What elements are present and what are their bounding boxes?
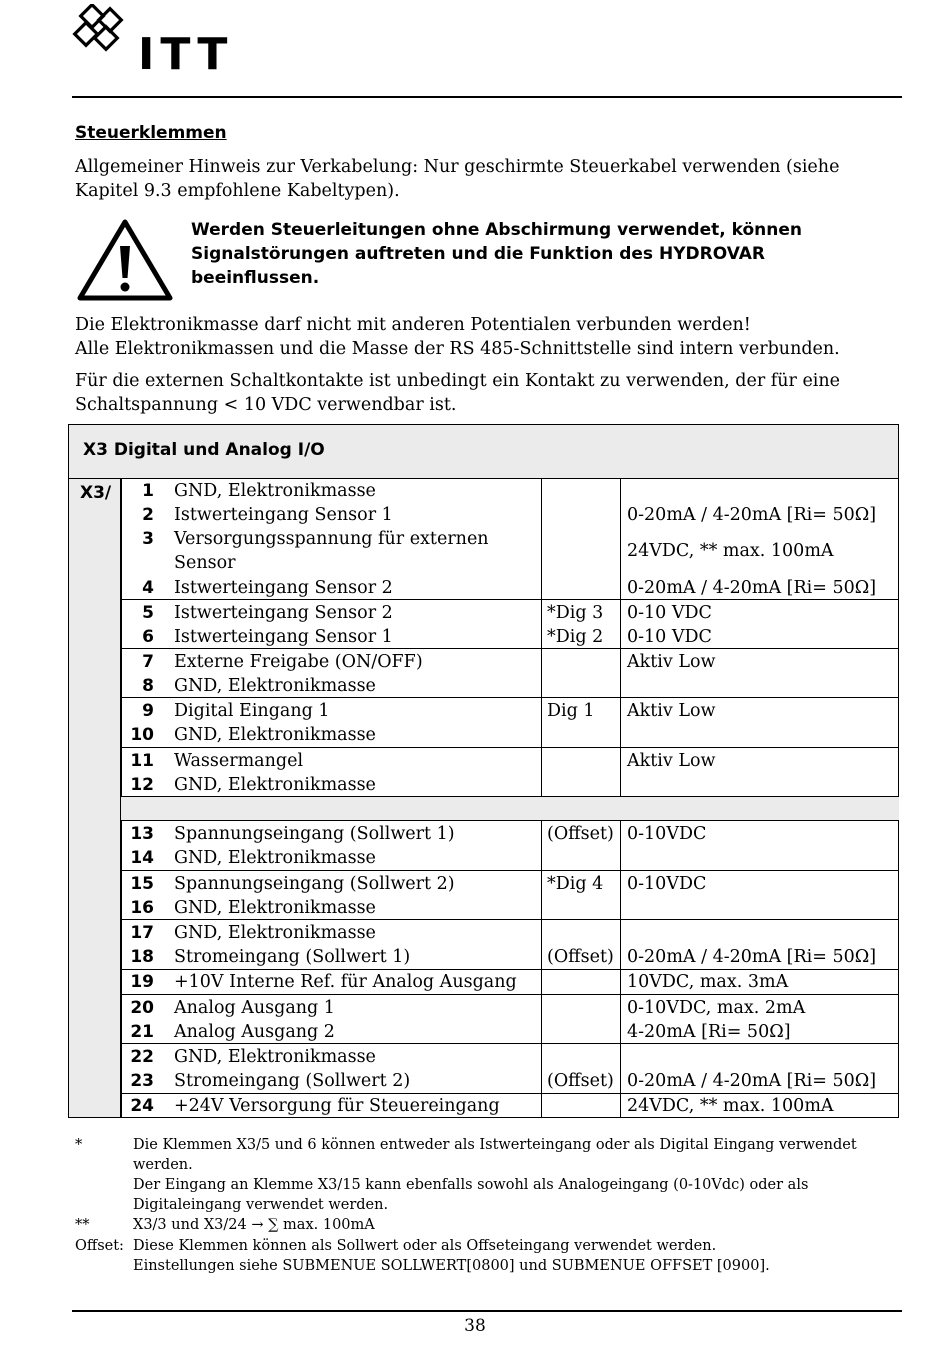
- terminal-description: GND, Elektronikmasse: [174, 848, 376, 868]
- warning-triangle-icon: [76, 218, 174, 306]
- terminal-spec: 0-20mA / 4-20mA [Ri= 50Ω]: [627, 947, 877, 967]
- terminal-number: 15: [130, 874, 154, 894]
- footnote-offset-2: Einstellungen siehe SUBMENUE SOLLWERT[0800] und SUBMENUE OFFSET [0900].: [133, 1258, 770, 1274]
- terminal-number: 4: [142, 578, 154, 598]
- page-number: 38: [464, 1316, 486, 1336]
- terminal-number: 9: [142, 701, 154, 721]
- terminal-spec: 0-10 VDC: [627, 627, 712, 647]
- warning-text: [191, 218, 851, 290]
- terminal-number: 6: [142, 627, 154, 647]
- terminal-description: GND, Elektronikmasse: [174, 1047, 376, 1067]
- terminal-description: Versorgungsspannung für externen Sensor: [174, 529, 489, 573]
- terminal-spec: 0-10VDC: [627, 874, 707, 894]
- terminal-description: GND, Elektronikmasse: [174, 725, 376, 745]
- warning-line-1: Werden Steuerleitungen ohne Abschirmung verwendet, können: [191, 220, 803, 240]
- terminal-number: 1: [142, 481, 154, 501]
- terminal-description: GND, Elektronikmasse: [174, 923, 376, 943]
- table-side-column: [69, 479, 122, 1117]
- terminal-function: *Dig 3: [547, 603, 604, 623]
- intro-line-1: Allgemeiner Hinweis zur Verkabelung: Nur geschirmte Steuerkabel verwenden (siehe: [75, 157, 840, 177]
- terminal-description: Digital Eingang 1: [174, 701, 330, 721]
- terminal-number: 21: [130, 1022, 154, 1042]
- terminal-function: *Dig 4: [547, 874, 604, 894]
- footnote-star-4: Digitaleingang verwendet werden.: [133, 1197, 389, 1213]
- header-rule: [72, 96, 902, 98]
- footnote-dstar: X3/3 und X3/24 → ∑ max. 100mA: [133, 1217, 375, 1233]
- terminal-description: Analog Ausgang 2: [174, 1022, 335, 1042]
- table-header: [69, 425, 898, 479]
- terminal-description: Istwerteingang Sensor 2: [174, 603, 393, 623]
- terminal-spec: 0-10 VDC: [627, 603, 712, 623]
- terminal-number: 8: [142, 676, 154, 696]
- terminal-description: +24V Versorgung für Steuereingang: [174, 1096, 500, 1116]
- terminal-number: 16: [130, 898, 154, 918]
- terminal-number: 2: [142, 505, 154, 525]
- terminal-number: 20: [130, 998, 154, 1018]
- terminal-number: 14: [130, 848, 154, 868]
- section-heading: Steuerklemmen: [75, 123, 227, 143]
- footnote-dstar-mark: **: [75, 1217, 90, 1233]
- terminal-spec: Aktiv Low: [627, 701, 716, 721]
- note-line-1: Die Elektronikmasse darf nicht mit anderen Potentialen verbunden werden!: [75, 315, 751, 335]
- terminal-number: 11: [130, 751, 154, 771]
- footnote-star-3: Der Eingang an Klemme X3/15 kann ebenfalls sowohl als Analogeingang (0-10Vdc) oder als: [133, 1177, 809, 1193]
- footnote-star-mark: *: [75, 1137, 83, 1153]
- terminal-function: *Dig 2: [547, 627, 604, 647]
- intro-line-2: Kapitel 9.3 empfohlene Kabeltypen).: [75, 181, 400, 201]
- terminal-description: GND, Elektronikmasse: [174, 481, 376, 501]
- terminal-number: 24: [130, 1096, 154, 1116]
- terminal-description: GND, Elektronikmasse: [174, 676, 376, 696]
- logo-text: ITT: [138, 29, 234, 80]
- footnote-offset-mark: Offset:: [75, 1238, 124, 1254]
- terminal-number: 7: [142, 652, 154, 672]
- terminal-function: (Offset): [547, 1071, 614, 1091]
- terminal-spec: 24VDC, ** max. 100mA: [627, 1096, 834, 1116]
- terminal-description: Stromeingang (Sollwert 1): [174, 947, 411, 967]
- terminal-number: 23: [130, 1071, 154, 1091]
- note-line-3: Für die externen Schaltkontakte ist unbedingt ein Kontakt zu verwenden, der für eine: [75, 371, 841, 391]
- terminal-function: (Offset): [547, 947, 614, 967]
- terminal-number: 12: [130, 775, 154, 795]
- terminal-description: +10V Interne Ref. für Analog Ausgang: [174, 972, 517, 992]
- terminal-description: Stromeingang (Sollwert 2): [174, 1071, 411, 1091]
- terminal-function: (Offset): [547, 824, 614, 844]
- terminal-description: GND, Elektronikmasse: [174, 775, 376, 795]
- terminal-description: Istwerteingang Sensor 2: [174, 578, 393, 598]
- terminal-spec: 0-10VDC, max. 2mA: [627, 998, 806, 1018]
- terminal-spec: 10VDC, max. 3mA: [627, 972, 789, 992]
- table-title: X3 Digital und Analog I/O: [83, 440, 325, 460]
- terminal-description: Spannungseingang (Sollwert 1): [174, 824, 455, 844]
- terminal-number: 3: [142, 529, 154, 549]
- terminal-number: 5: [142, 603, 154, 623]
- side-label: X3/: [80, 483, 112, 503]
- terminal-function: Dig 1: [547, 701, 595, 721]
- footnote-star-1: Die Klemmen X3/5 und 6 können entweder als Istwerteingang oder als Digital Eingang verwendet: [133, 1137, 857, 1153]
- terminal-description: Istwerteingang Sensor 1: [174, 627, 393, 647]
- terminal-spec: Aktiv Low: [627, 751, 716, 771]
- footnote-star-2: werden.: [133, 1157, 193, 1173]
- terminal-spec: 0-20mA / 4-20mA [Ri= 50Ω]: [627, 505, 877, 525]
- terminal-spec: 0-10VDC: [627, 824, 707, 844]
- footnote-offset-1: Diese Klemmen können als Sollwert oder als Offseteingang verwendet werden.: [133, 1238, 717, 1254]
- warning-line-2: Signalstörungen auftreten und die Funktion des HYDROVAR: [191, 244, 765, 264]
- terminal-spec: 0-20mA / 4-20mA [Ri= 50Ω]: [627, 578, 877, 598]
- note-line-2: Alle Elektronikmassen und die Masse der RS 485-Schnittstelle sind intern verbunden.: [75, 339, 840, 359]
- terminal-number: 19: [130, 972, 154, 992]
- terminal-number: 13: [130, 824, 154, 844]
- terminal-number: 10: [130, 725, 154, 745]
- terminal-description: Externe Freigabe (ON/OFF): [174, 652, 423, 672]
- terminal-spec: 0-20mA / 4-20mA [Ri= 50Ω]: [627, 1071, 877, 1091]
- terminal-description: Analog Ausgang 1: [174, 998, 335, 1018]
- terminal-number: 17: [130, 923, 154, 943]
- itt-logo: [72, 4, 242, 84]
- terminal-description: Wassermangel: [174, 751, 304, 771]
- terminal-spec: 24VDC, ** max. 100mA: [627, 541, 834, 561]
- warning-line-3: beeinflussen.: [191, 268, 320, 288]
- terminal-description: Spannungseingang (Sollwert 2): [174, 874, 455, 894]
- terminal-spec: Aktiv Low: [627, 652, 716, 672]
- separator-band: [121, 797, 899, 821]
- footer-rule: [72, 1310, 902, 1312]
- terminal-number: 22: [130, 1047, 154, 1067]
- terminal-description: Istwerteingang Sensor 1: [174, 505, 393, 525]
- note-line-4: Schaltspannung < 10 VDC verwendbar ist.: [75, 395, 457, 415]
- itt-logo-icon: [72, 4, 132, 56]
- terminal-description: GND, Elektronikmasse: [174, 898, 376, 918]
- terminal-spec: 4-20mA [Ri= 50Ω]: [627, 1022, 791, 1042]
- terminal-number: 18: [130, 947, 154, 967]
